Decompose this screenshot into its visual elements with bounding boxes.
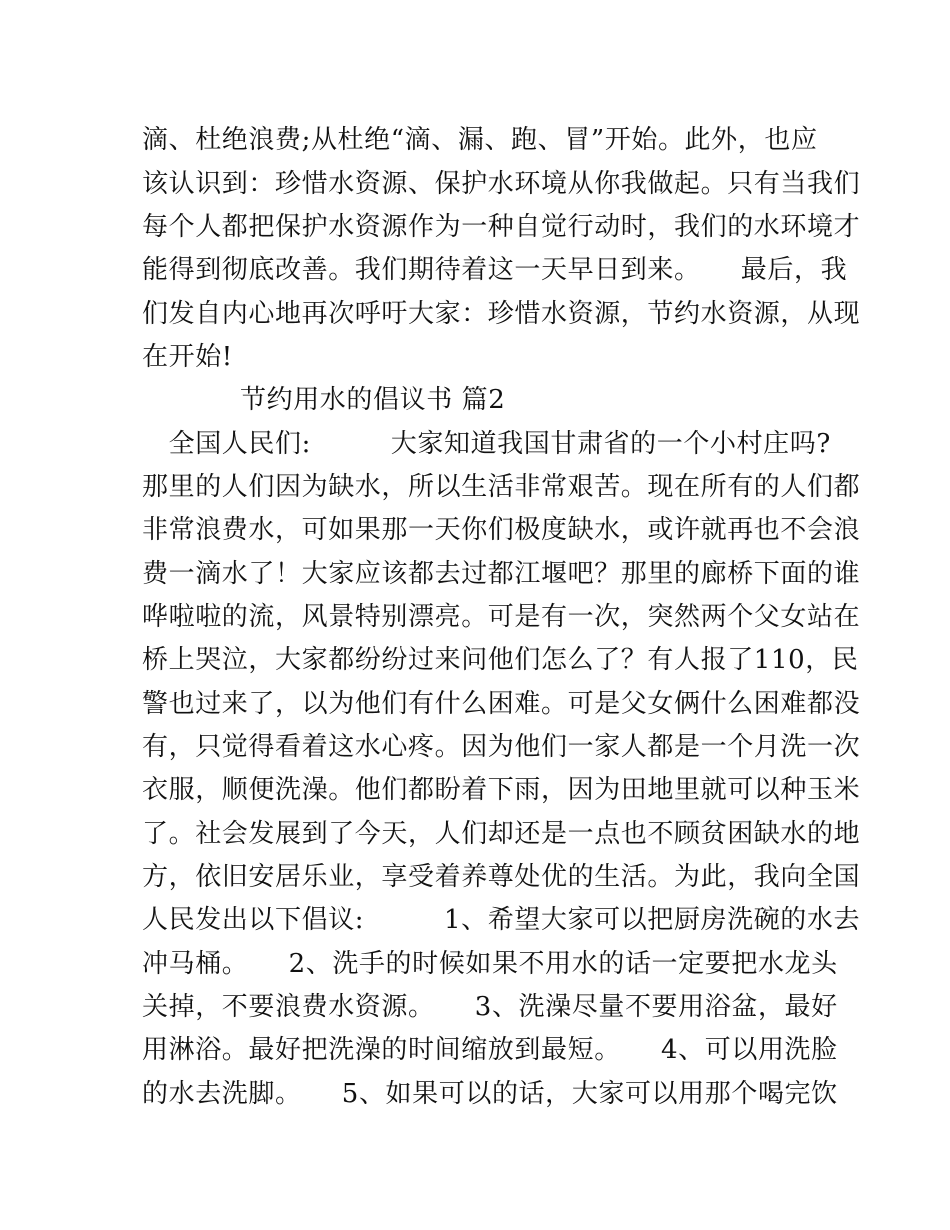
text-line: 能得到彻底改善。我们期待着这一天早日到来。 最后，我 (142, 255, 848, 285)
text-line: 桥上哭泣，大家都纷纷过来问他们怎么了？有人报了110，民 (142, 645, 859, 675)
text-line: 有，只觉得看着这水心疼。因为他们一家人都是一个月洗一次 (142, 732, 861, 762)
text-line: 费一滴水了！大家应该都去过都江堰吧？那里的廊桥下面的谁 (142, 559, 861, 589)
text-line: 们发自内心地再次呼吁大家：珍惜水资源，节约水资源，从现 (142, 299, 861, 329)
section-heading: 节约用水的倡议书 篇2 (240, 385, 506, 415)
text-line: 了。社会发展到了今天，人们却还是一点也不顾贫困缺水的地 (142, 819, 861, 849)
text-line: 全国人民们: 大家知道我国甘肃省的一个小村庄吗? (142, 429, 831, 459)
text-line: 非常浪费水，可如果那一天你们极度缺水，或许就再也不会浪 (142, 515, 861, 545)
text-line: 关掉，不要浪费水资源。 3、洗澡尽量不要用浴盆，最好 (142, 992, 838, 1022)
text-line: 方，依旧安居乐业，享受着养尊处优的生活。为此，我向全国 (142, 862, 861, 892)
text-line: 的水去洗脚。 5、如果可以的话，大家可以用那个喝完饮 (142, 1079, 838, 1109)
text-line: 每个人都把保护水资源作为一种自觉行动时，我们的水环境才 (142, 212, 861, 242)
text-line: 在开始! (142, 342, 233, 372)
text-line: 警也过来了，以为他们有什么困难。可是父女俩什么困难都没 (142, 689, 861, 719)
text-line: 该认识到：珍惜水资源、保护水环境从你我做起。只有当我们 (142, 169, 861, 199)
text-line: 那里的人们因为缺水，所以生活非常艰苦。现在所有的人们都 (142, 472, 861, 502)
text-line: 人民发出以下倡议: 1、希望大家可以把厨房洗碗的水去 (142, 905, 861, 935)
text-line: 用淋浴。最好把洗澡的时间缩放到最短。 4、可以用洗脸 (142, 1035, 838, 1065)
text-line: 冲马桶。 2、洗手的时候如果不用水的话一定要把水龙头 (142, 949, 838, 979)
text-line: 滴、杜绝浪费;从杜绝“滴、漏、跑、冒”开始。此外，也应 (142, 125, 818, 155)
text-line: 衣服，顺便洗澡。他们都盼着下雨，因为田地里就可以种玉米 (142, 775, 861, 805)
text-line: 哗啦啦的流，风景特别漂亮。可是有一次，突然两个父女站在 (142, 602, 861, 632)
